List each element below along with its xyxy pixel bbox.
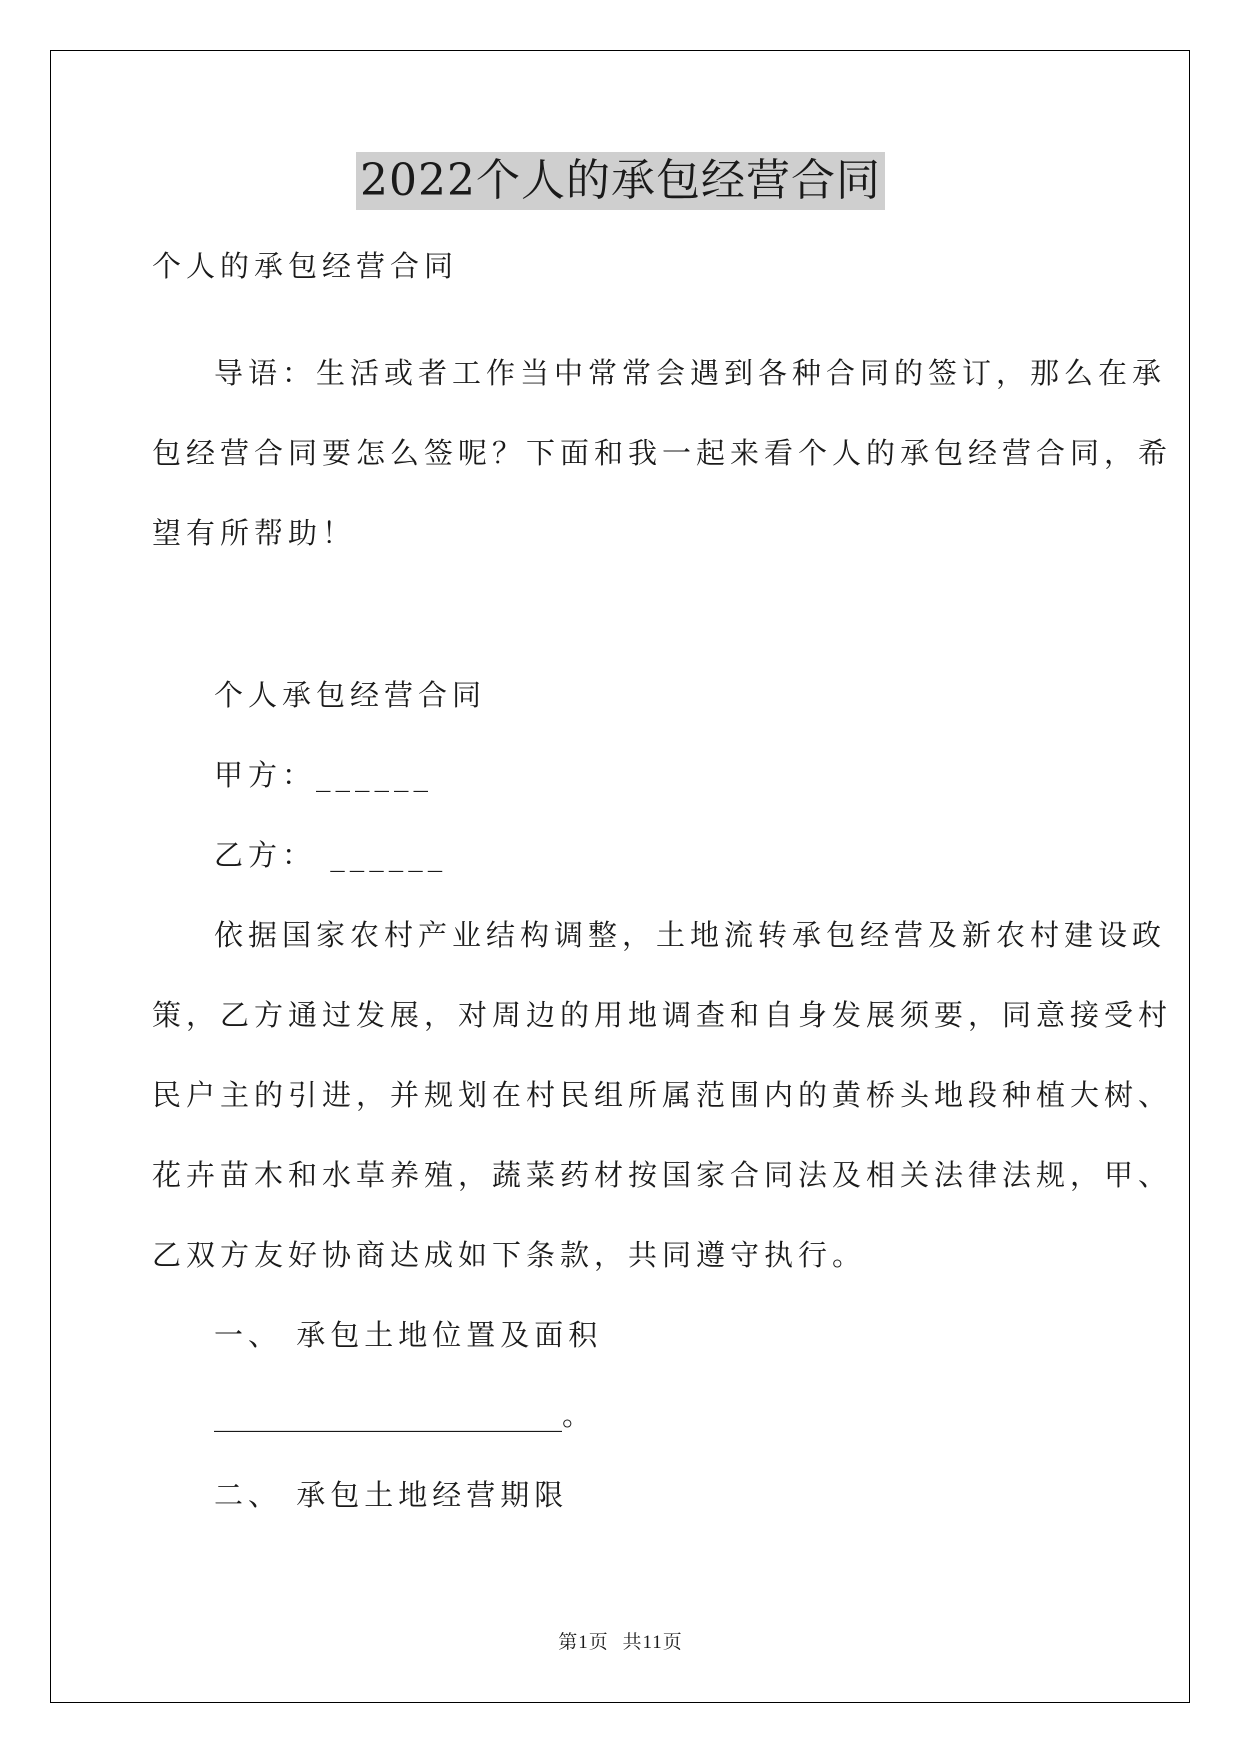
- page-footer: [0, 1627, 1241, 1654]
- party-a-line: 甲方：______: [214, 758, 434, 792]
- document-title: 2022个人的承包经营合同: [356, 152, 885, 210]
- contract-heading: 个人承包经营合同: [214, 678, 487, 712]
- intro-line-1: 导语：生活或者工作当中常常会遇到各种合同的签订，那么在承: [214, 356, 1167, 390]
- title-container: [0, 152, 1241, 210]
- intro-line-2: 包经营合同要怎么签呢？下面和我一起来看个人的承包经营合同，希: [152, 436, 1173, 470]
- body-line-3: 民户主的引进，并规划在村民组所属范围内的黄桥头地段种植大树、: [152, 1078, 1173, 1112]
- intro-line-3: 望有所帮助！: [152, 516, 357, 550]
- body-line-4: 花卉苗木和水草养殖，蔬菜药材按国家合同法及相关法律法规，甲、: [152, 1158, 1173, 1192]
- body-line-5: 乙双方友好协商达成如下条款，共同遵守执行。: [152, 1238, 867, 1272]
- section-2-heading: 二、 承包土地经营期限: [214, 1478, 569, 1512]
- section-1-heading: 一、 承包土地位置及面积: [214, 1318, 603, 1352]
- party-b-line: 乙方： ______: [214, 838, 448, 872]
- page-total: 共11页: [622, 1632, 683, 1653]
- body-line-2: 策，乙方通过发展，对周边的用地调查和自身发展须要，同意接受村: [152, 998, 1173, 1032]
- page-number: 第1页: [558, 1632, 609, 1653]
- section-1-blank: ________________________。: [214, 1398, 592, 1432]
- page-border: [50, 50, 1190, 1703]
- subtitle-line: 个人的承包经营合同: [152, 249, 459, 283]
- body-line-1: 依据国家农村产业结构调整，土地流转承包经营及新农村建设政: [214, 918, 1167, 952]
